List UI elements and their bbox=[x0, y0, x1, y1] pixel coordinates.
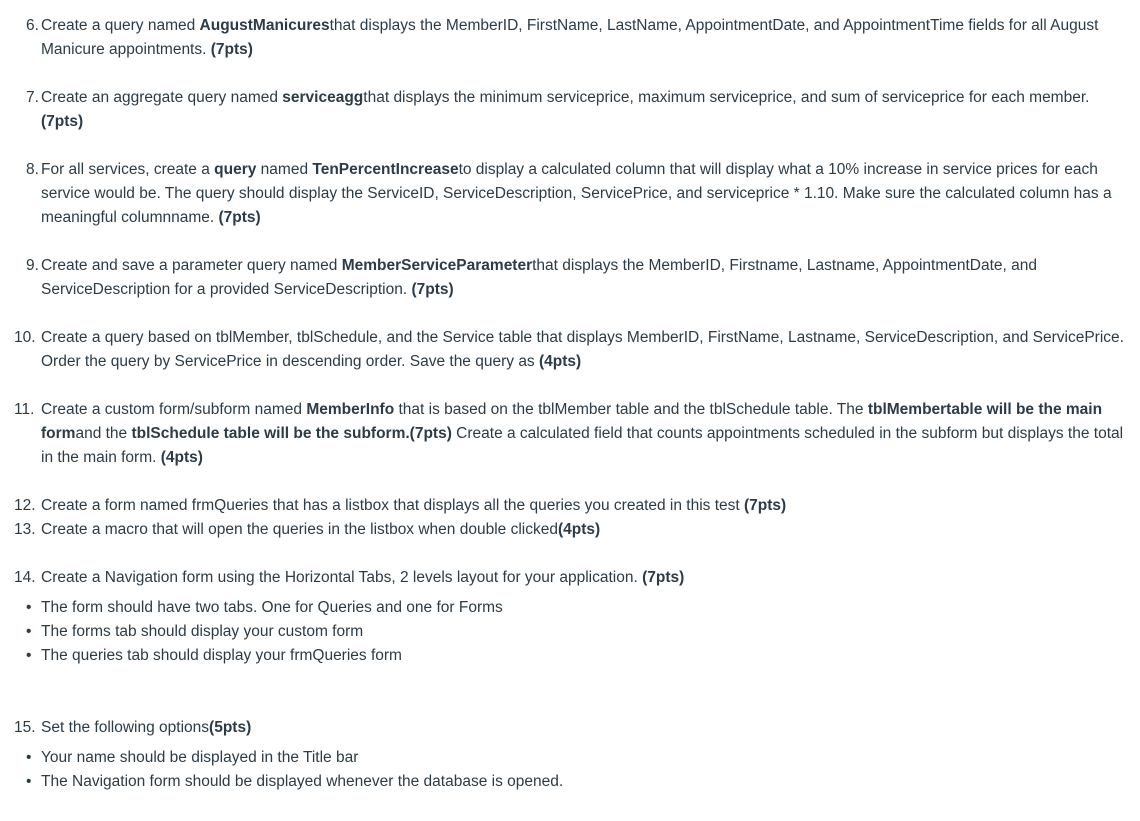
form-name: MemberInfo bbox=[306, 401, 395, 418]
task-text: For all services, create a bbox=[41, 161, 215, 178]
bullet-list bbox=[26, 746, 1126, 794]
task-text: Create and save a parameter query named bbox=[41, 257, 342, 274]
list-item: • The Navigation form should be displayed whenever the database is opened. bbox=[26, 770, 1126, 794]
query-name: AugustManicures bbox=[199, 17, 330, 34]
task-number: 7. bbox=[26, 89, 39, 106]
points-label: (7pts) bbox=[411, 281, 454, 298]
points-label: (4pts) bbox=[160, 449, 203, 466]
bold-text: query bbox=[214, 161, 257, 178]
list-item: • The form should have two tabs. One for Queries and one for Forms bbox=[26, 596, 1126, 620]
task-number: 13. bbox=[14, 521, 36, 538]
task-number: 15. bbox=[14, 719, 36, 736]
task-text: that displays the MemberID, Firstname, Lastname, AppointmentDate, and ServiceDescription for a provided ServiceDescription. bbox=[41, 257, 1037, 298]
task-item-13 bbox=[14, 518, 1126, 542]
task-text: named bbox=[256, 161, 313, 178]
task-number: 6. bbox=[26, 17, 39, 34]
points-label: (7pts) bbox=[41, 113, 84, 130]
points-label: (7pts) bbox=[744, 497, 787, 514]
task-item-6 bbox=[26, 14, 1126, 62]
task-text: that is based on the tblMember table and the tblSchedule table. The bbox=[394, 401, 868, 418]
list-item: • Your name should be displayed in the Title bar bbox=[26, 746, 1126, 770]
task-text: to display a calculated column that will display what a 10% increase in service prices for each service would be. The query should display the ServiceID, ServiceDescription, ServicePrice, and serviceprice * 1.10. Make sure the calculated column has a meaningful columnname. bbox=[41, 161, 1112, 226]
points-label: (7pts) bbox=[218, 209, 261, 226]
task-number: 10. bbox=[14, 329, 36, 346]
task-text: and the bbox=[75, 425, 132, 442]
points-label: (7pts) bbox=[210, 41, 253, 58]
task-text: Create a calculated field that counts appointments scheduled in the subform but displays the total in the main form. bbox=[41, 425, 1124, 466]
list-item: • The forms tab should display your custom form bbox=[26, 620, 1126, 644]
task-text: Set the following options bbox=[41, 719, 210, 736]
task-number: 12. bbox=[14, 497, 36, 514]
task-text: Create a macro that will open the queries in the listbox when double clicked bbox=[41, 521, 558, 538]
task-text: that displays the MemberID, FirstName, LastName, AppointmentDate, and AppointmentTime fields for all August Manicure appointments. bbox=[41, 17, 1099, 58]
task-item-12 bbox=[14, 494, 1126, 518]
points-label: (5pts) bbox=[209, 719, 252, 736]
task-number: 8. bbox=[26, 161, 39, 178]
task-number: 9. bbox=[26, 257, 39, 274]
task-text: Create a query named bbox=[41, 17, 200, 34]
query-name: TenPercentIncrease bbox=[312, 161, 459, 178]
bold-text: tblMembertable will be the main form bbox=[41, 401, 1103, 442]
task-item-14 bbox=[14, 566, 1126, 590]
task-item-7 bbox=[26, 86, 1126, 134]
bold-text: tblSchedule table will be the subform.(7pts) bbox=[131, 425, 452, 442]
task-item-10 bbox=[14, 326, 1126, 374]
task-text: that displays the minimum serviceprice, maximum serviceprice, and sum of serviceprice for each member. bbox=[363, 89, 1090, 106]
points-label: (7pts) bbox=[642, 569, 685, 586]
list-item: • The queries tab should display your frmQueries form bbox=[26, 644, 1126, 668]
points-label: (4pts) bbox=[557, 521, 601, 538]
task-text: Create a Navigation form using the Horizontal Tabs, 2 levels layout for your application. bbox=[41, 569, 643, 586]
task-number: 14. bbox=[14, 569, 36, 586]
task-text: Create a query based on tblMember, tblSchedule, and the Service table that displays MemberID, FirstName, Lastname, ServiceDescription, and ServicePrice. Order the query by ServicePrice in descending order. Save the query as bbox=[41, 329, 1124, 370]
task-text: Create an aggregate query named bbox=[41, 89, 283, 106]
task-number: 11. bbox=[14, 401, 35, 418]
points-label: (4pts) bbox=[539, 353, 582, 370]
task-text: Create a custom form/subform named bbox=[41, 401, 307, 418]
query-name: MemberServiceParameter bbox=[341, 257, 533, 274]
task-item-15 bbox=[14, 716, 1126, 740]
task-item-8 bbox=[26, 158, 1126, 230]
task-item-11 bbox=[14, 398, 1126, 470]
bullet-list bbox=[26, 596, 1126, 668]
task-text: Create a form named frmQueries that has a listbox that displays all the queries you created in this test bbox=[41, 497, 745, 514]
task-item-9 bbox=[26, 254, 1126, 302]
query-name: serviceagg bbox=[282, 89, 364, 106]
